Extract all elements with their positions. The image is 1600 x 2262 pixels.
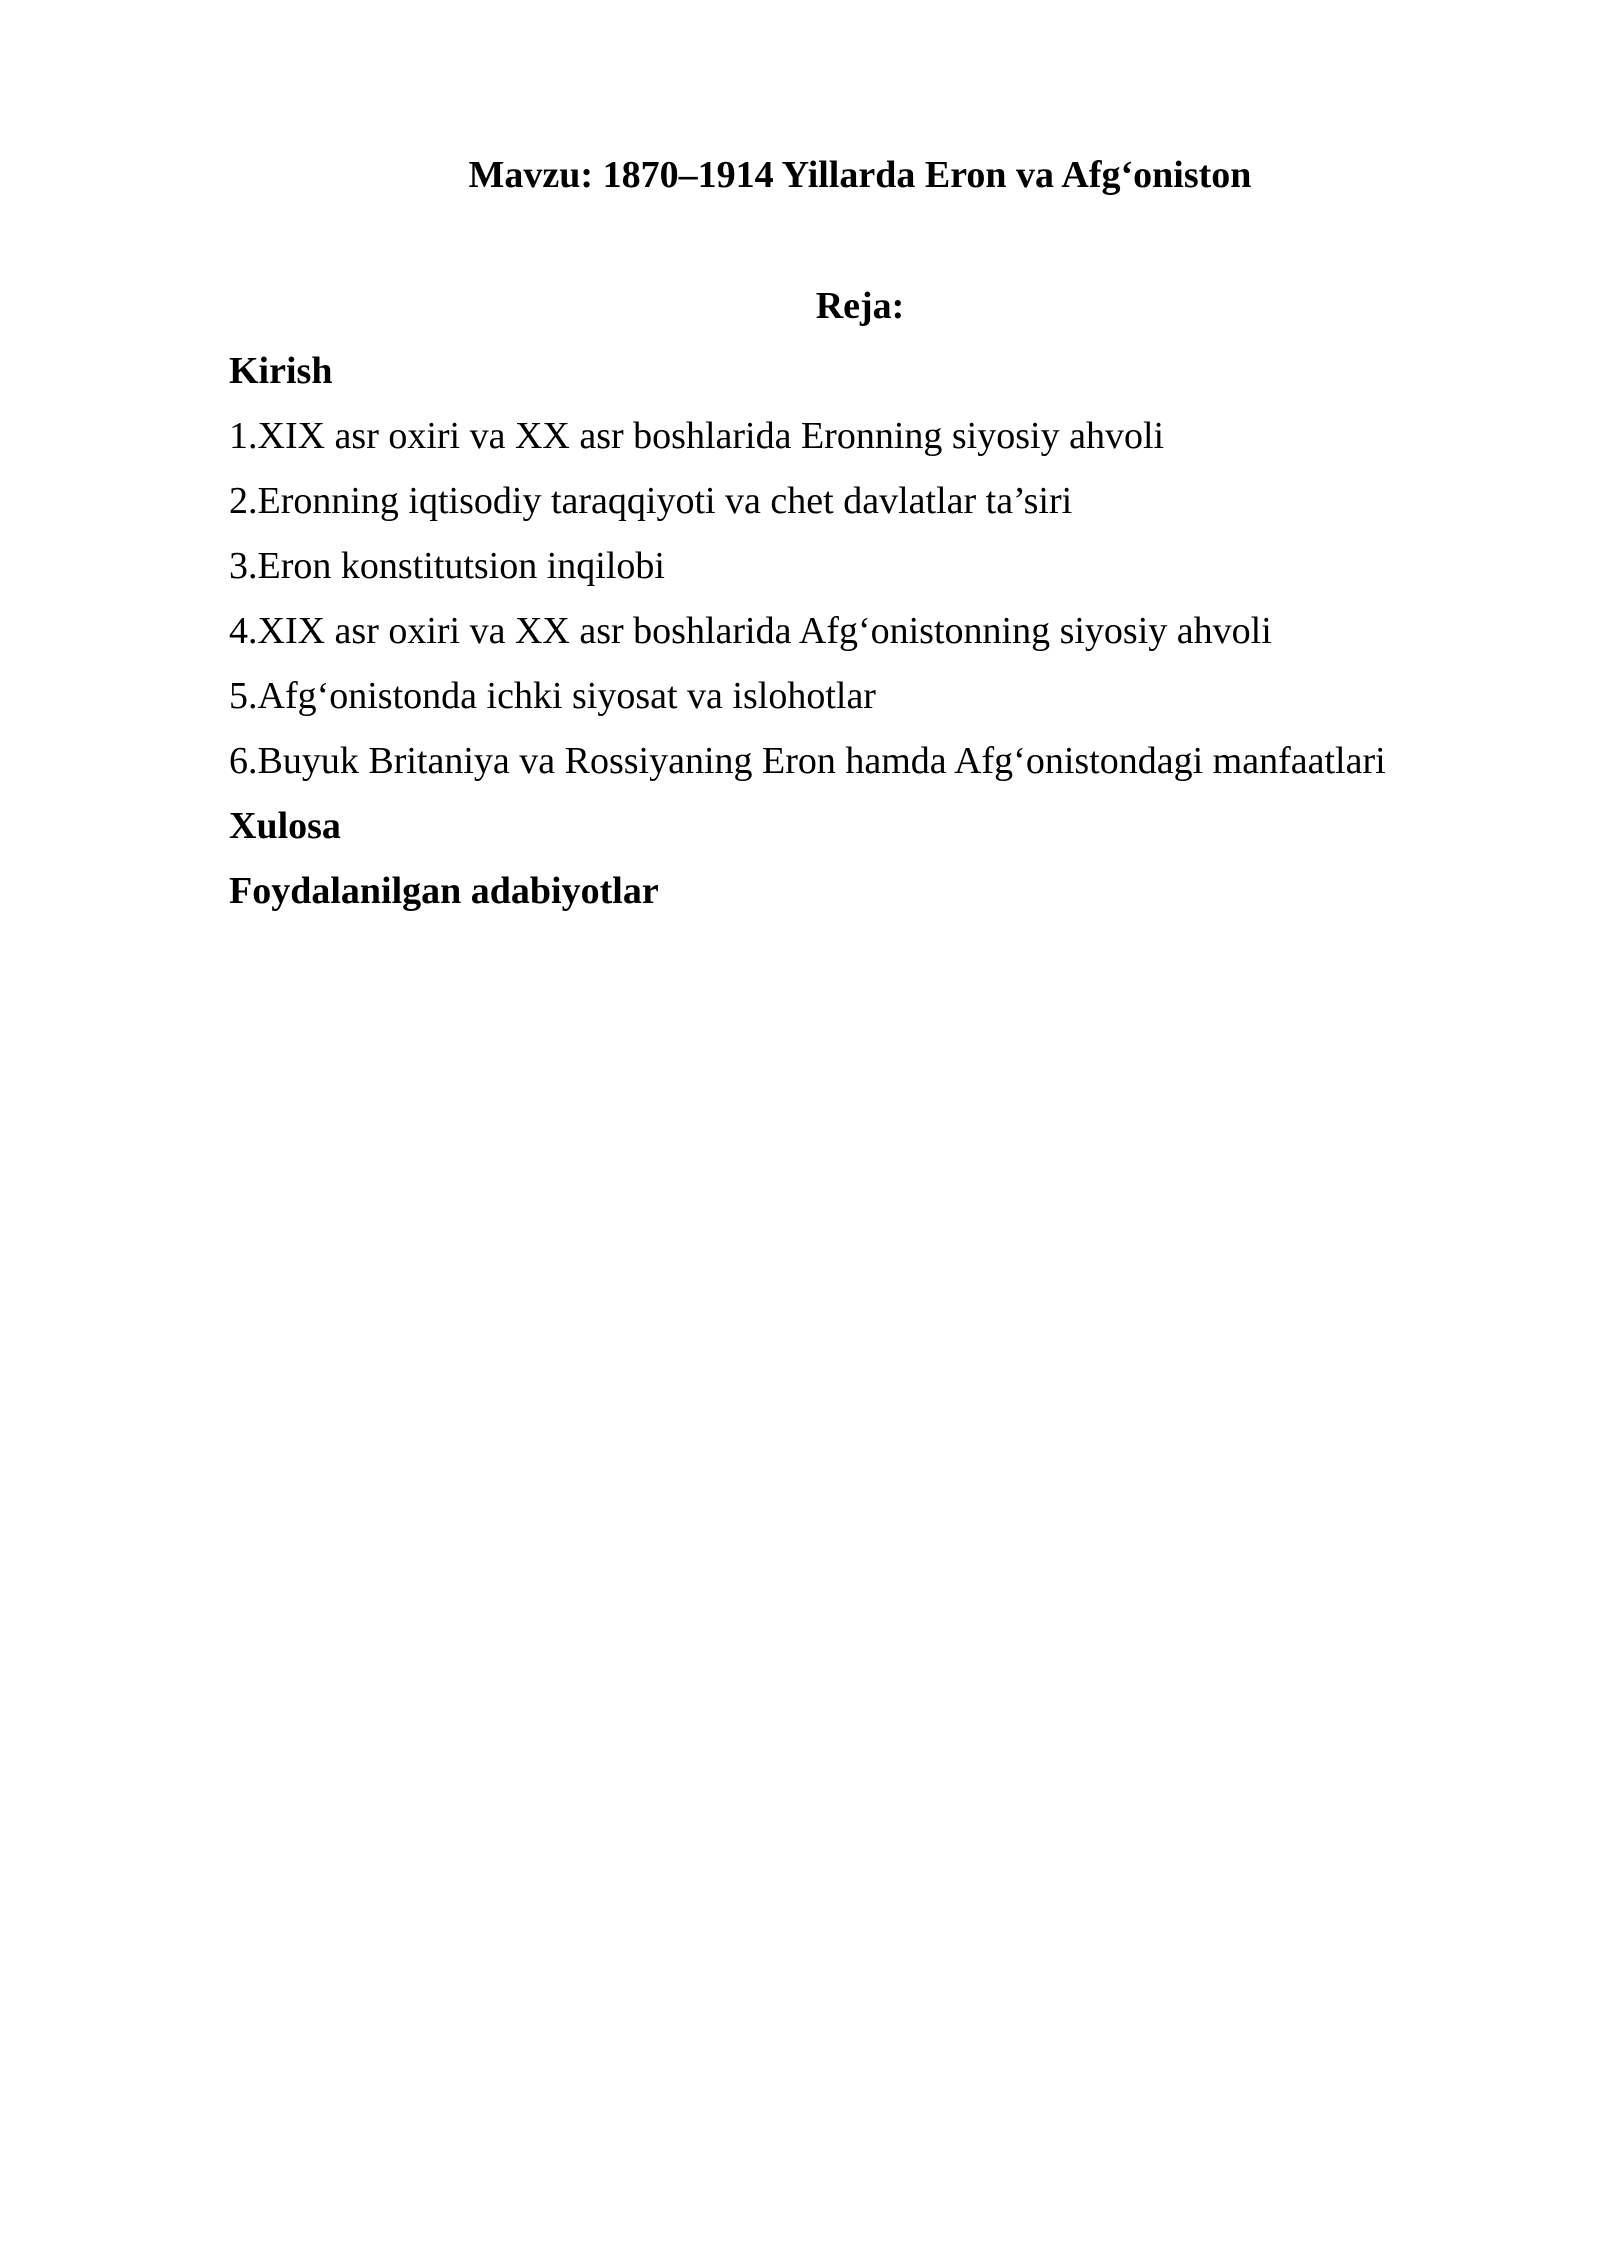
plan-item-conclusion: Xulosa: [229, 805, 341, 847]
plan-heading: Reja:: [815, 285, 905, 327]
plan-item-1: 1.XIX asr oxiri va XX asr boshlarida Eronning siyosiy ahvoli: [229, 415, 1165, 457]
plan-item-4: 4.XIX asr oxiri va XX asr boshlarida Afg‘onistonning siyosiy ahvoli: [229, 610, 1272, 652]
plan-item-3: 3.Eron konstitutsion inqilobi: [229, 545, 665, 587]
plan-item-references: Foydalanilgan adabiyotlar: [229, 870, 659, 912]
plan-item-6: 6.Buyuk Britaniya va Rossiyaning Eron hamda Afg‘onistondagi manfaatlari: [229, 740, 1386, 782]
plan-list: [229, 346, 1386, 931]
plan-item-intro: Kirish: [229, 350, 333, 392]
plan-item-2: 2.Eronning iqtisodiy taraqqiyoti va chet davlatlar ta’siri: [229, 480, 1073, 522]
document-title: Mavzu: 1870–1914 Yillarda Eron va Afg‘oniston: [468, 154, 1252, 196]
plan-item-5: 5.Afg‘onistonda ichki siyosat va islohotlar: [229, 675, 876, 717]
